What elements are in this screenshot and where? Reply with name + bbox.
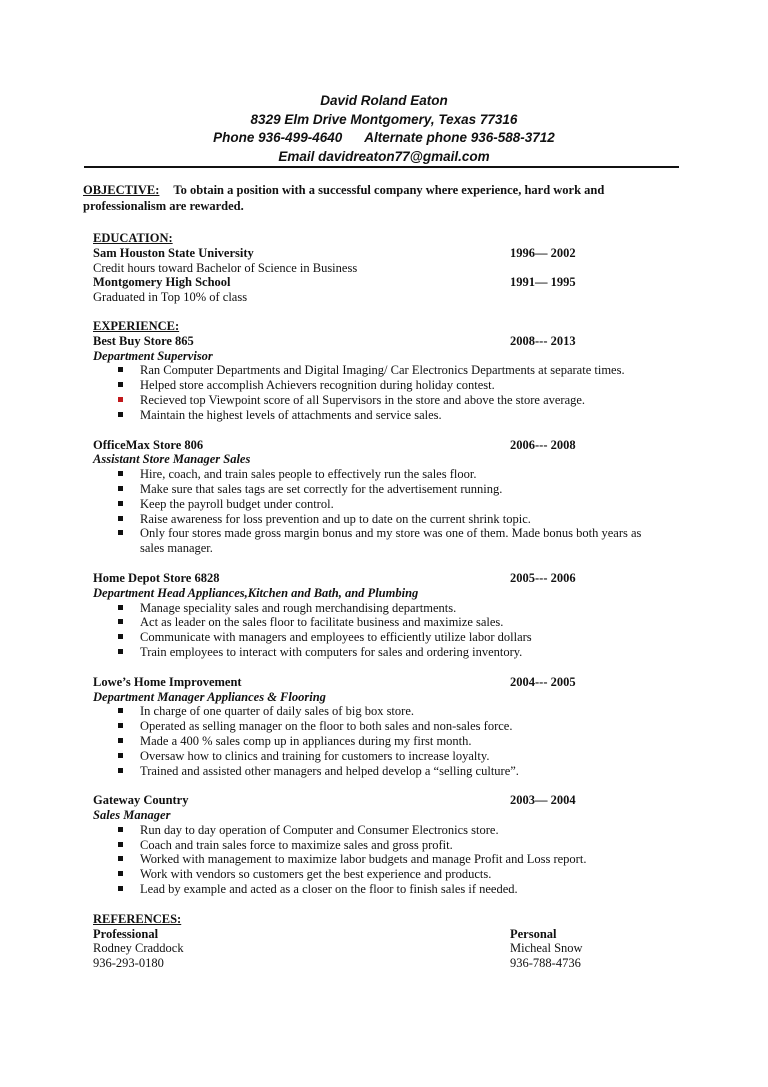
bullet-icon (118, 605, 123, 610)
job-duties (93, 823, 673, 897)
bullet-icon (118, 367, 123, 372)
resume-body (83, 178, 673, 971)
objective-text: To obtain a position with a successful company where experience, hard work and professionalism are rewarded. (83, 183, 605, 213)
duty-text: Only four stores made gross margin bonus and my store was one of them. Made bonus both years as sales manager. (140, 526, 642, 556)
school-detail: Credit hours toward Bachelor of Science in Business (93, 260, 358, 275)
experience-section (93, 319, 673, 897)
bullet-icon (118, 871, 123, 876)
duty-text: Keep the payroll budget under control. (140, 496, 334, 511)
education-entry (93, 246, 673, 261)
bullet-icon (118, 412, 123, 417)
duty-item (93, 852, 660, 867)
school-dates: 1996— 2002 (510, 245, 576, 260)
employer-name: Lowe’s Home Improvement (93, 674, 242, 689)
bullet-icon (118, 619, 123, 624)
professional-reference-name: Rodney Craddock (93, 941, 184, 956)
duty-item (93, 882, 660, 897)
duty-item (93, 867, 660, 882)
duty-text: Oversaw how to clinics and training for customers to increase loyalty. (140, 748, 490, 763)
duty-item (93, 823, 660, 838)
personal-label: Personal (510, 926, 557, 941)
education-section (93, 231, 673, 305)
duty-text: Train employees to interact with computers for sales and ordering inventory. (140, 644, 523, 659)
bullet-icon (118, 486, 123, 491)
job-dates: 2004--- 2005 (510, 674, 576, 689)
duty-text: Hire, coach, and train sales people to effectively run the sales floor. (140, 467, 477, 482)
duty-text: Worked with management to maximize labor budgets and manage Profit and Loss report. (140, 852, 587, 867)
professional-label: Professional (93, 926, 159, 941)
job-title: Department Manager Appliances & Flooring (93, 689, 326, 704)
job-title: Department Supervisor (93, 348, 213, 363)
job-entry (93, 675, 673, 779)
duty-item (93, 645, 660, 660)
job-header (93, 793, 673, 808)
experience-heading: EXPERIENCE: (93, 318, 180, 333)
duty-item (93, 482, 660, 497)
duty-text: Run day to day operation of Computer and Consumer Electronics store. (140, 822, 499, 837)
job-duties (93, 467, 673, 556)
duty-item (93, 630, 660, 645)
school-dates: 1991— 1995 (510, 275, 576, 290)
job-entry (93, 334, 673, 423)
alternate-phone-number: Alternate phone 936-588-3712 (364, 130, 555, 145)
job-title: Sales Manager (93, 808, 171, 823)
job-dates: 2006--- 2008 (510, 437, 576, 452)
duty-text: Act as leader on the sales floor to facilitate business and maximize sales. (140, 615, 504, 630)
personal-reference-name: Micheal Snow (510, 941, 583, 956)
school-detail: Graduated in Top 10% of class (93, 290, 248, 305)
duty-item (93, 393, 660, 408)
job-header (93, 571, 673, 586)
bullet-icon (118, 753, 123, 758)
duty-text: Recieved top Viewpoint score of all Supervisors in the store and above the store average. (140, 392, 586, 407)
objective-section (83, 183, 638, 214)
contact-header (84, 92, 684, 166)
job-title: Department Head Appliances,Kitchen and Bath, and Plumbing (93, 585, 419, 600)
duty-item (93, 363, 660, 378)
references-heading: REFERENCES: (93, 911, 182, 926)
employer-name: Best Buy Store 865 (93, 333, 194, 348)
duty-item (93, 615, 660, 630)
bullet-icon (118, 856, 123, 861)
employer-name: OfficeMax Store 806 (93, 437, 204, 452)
school-name: Montgomery High School (93, 275, 231, 290)
bullet-icon (118, 768, 123, 773)
personal-reference-phone: 936-788-4736 (510, 956, 581, 971)
job-duties (93, 704, 673, 778)
job-header (93, 334, 673, 349)
bullet-icon (118, 382, 123, 387)
header-divider (84, 166, 679, 168)
duty-text: Communicate with managers and employees to efficiently utilize labor dollars (140, 630, 532, 645)
education-heading: EDUCATION: (93, 231, 173, 245)
duty-item (93, 467, 660, 482)
duty-text: Manage speciality sales and rough merchandising departments. (140, 600, 457, 615)
duty-item (93, 408, 660, 423)
duty-text: Make sure that sales tags are set correctly for the advertisement running. (140, 481, 503, 496)
bullet-icon (118, 471, 123, 476)
duty-item (93, 704, 660, 719)
employer-name: Home Depot Store 6828 (93, 570, 220, 585)
bullet-icon (118, 738, 123, 743)
job-entry (93, 438, 673, 556)
bullet-icon (118, 827, 123, 832)
reference-phones (93, 956, 673, 971)
job-entry (93, 571, 673, 660)
duty-text: Trained and assisted other managers and helped develop a “selling culture”. (140, 763, 519, 778)
duty-text: Made a 400 % sales comp up in appliances during my first month. (140, 733, 472, 748)
duty-item (93, 719, 660, 734)
job-dates: 2003— 2004 (510, 793, 576, 808)
objective-heading: OBJECTIVE: (83, 183, 160, 197)
duty-text: Raise awareness for loss prevention and up to date on the current shrink topic. (140, 511, 531, 526)
bullet-icon (118, 501, 123, 506)
duty-item (93, 749, 660, 764)
bullet-icon (118, 886, 123, 891)
job-entry (93, 793, 673, 897)
duty-item (93, 526, 660, 556)
references-section (93, 912, 673, 971)
job-duties (93, 363, 673, 422)
education-entry (93, 275, 673, 290)
duty-text: In charge of one quarter of daily sales of big box store. (140, 704, 414, 719)
employer-name: Gateway Country (93, 793, 189, 808)
duty-text: Work with vendors so customers get the best experience and products. (140, 867, 492, 882)
bullet-icon (118, 708, 123, 713)
bullet-icon (118, 397, 123, 402)
reference-labels (93, 927, 673, 942)
job-dates: 2005--- 2006 (510, 570, 576, 585)
duty-text: Lead by example and acted as a closer on the floor to finish sales if needed. (140, 882, 518, 897)
duty-item (93, 764, 660, 779)
email-line: Email davidreaton77@gmail.com (278, 148, 490, 164)
phone-line (84, 129, 684, 148)
bullet-icon (118, 634, 123, 639)
job-dates: 2008--- 2013 (510, 333, 576, 348)
phone-number: Phone 936-499-4640 (213, 130, 343, 145)
school-name: Sam Houston State University (93, 245, 254, 260)
bullet-icon (118, 530, 123, 535)
duty-item (93, 378, 660, 393)
bullet-icon (118, 842, 123, 847)
bullet-icon (118, 649, 123, 654)
job-header (93, 675, 673, 690)
bullet-icon (118, 516, 123, 521)
duty-item (93, 497, 660, 512)
duty-item (93, 601, 660, 616)
duty-text: Operated as selling manager on the floor to both sales and non-sales force. (140, 719, 513, 734)
reference-names (93, 941, 673, 956)
duty-item (93, 512, 660, 527)
duty-text: Ran Computer Departments and Digital Imaging/ Car Electronics Departments at separate times. (140, 363, 625, 378)
duty-item (93, 838, 660, 853)
job-title: Assistant Store Manager Sales (93, 452, 251, 467)
job-header (93, 438, 673, 453)
duty-text: Coach and train sales force to maximize sales and gross profit. (140, 837, 453, 852)
duty-text: Maintain the highest levels of attachments and service sales. (140, 407, 442, 422)
duty-text: Helped store accomplish Achievers recognition during holiday contest. (140, 378, 495, 393)
bullet-icon (118, 723, 123, 728)
applicant-name: David Roland Eaton (320, 93, 448, 108)
duty-item (93, 734, 660, 749)
address-line: 8329 Elm Drive Montgomery, Texas 77316 (250, 111, 518, 127)
professional-reference-phone: 936-293-0180 (93, 956, 164, 971)
job-duties (93, 601, 673, 660)
